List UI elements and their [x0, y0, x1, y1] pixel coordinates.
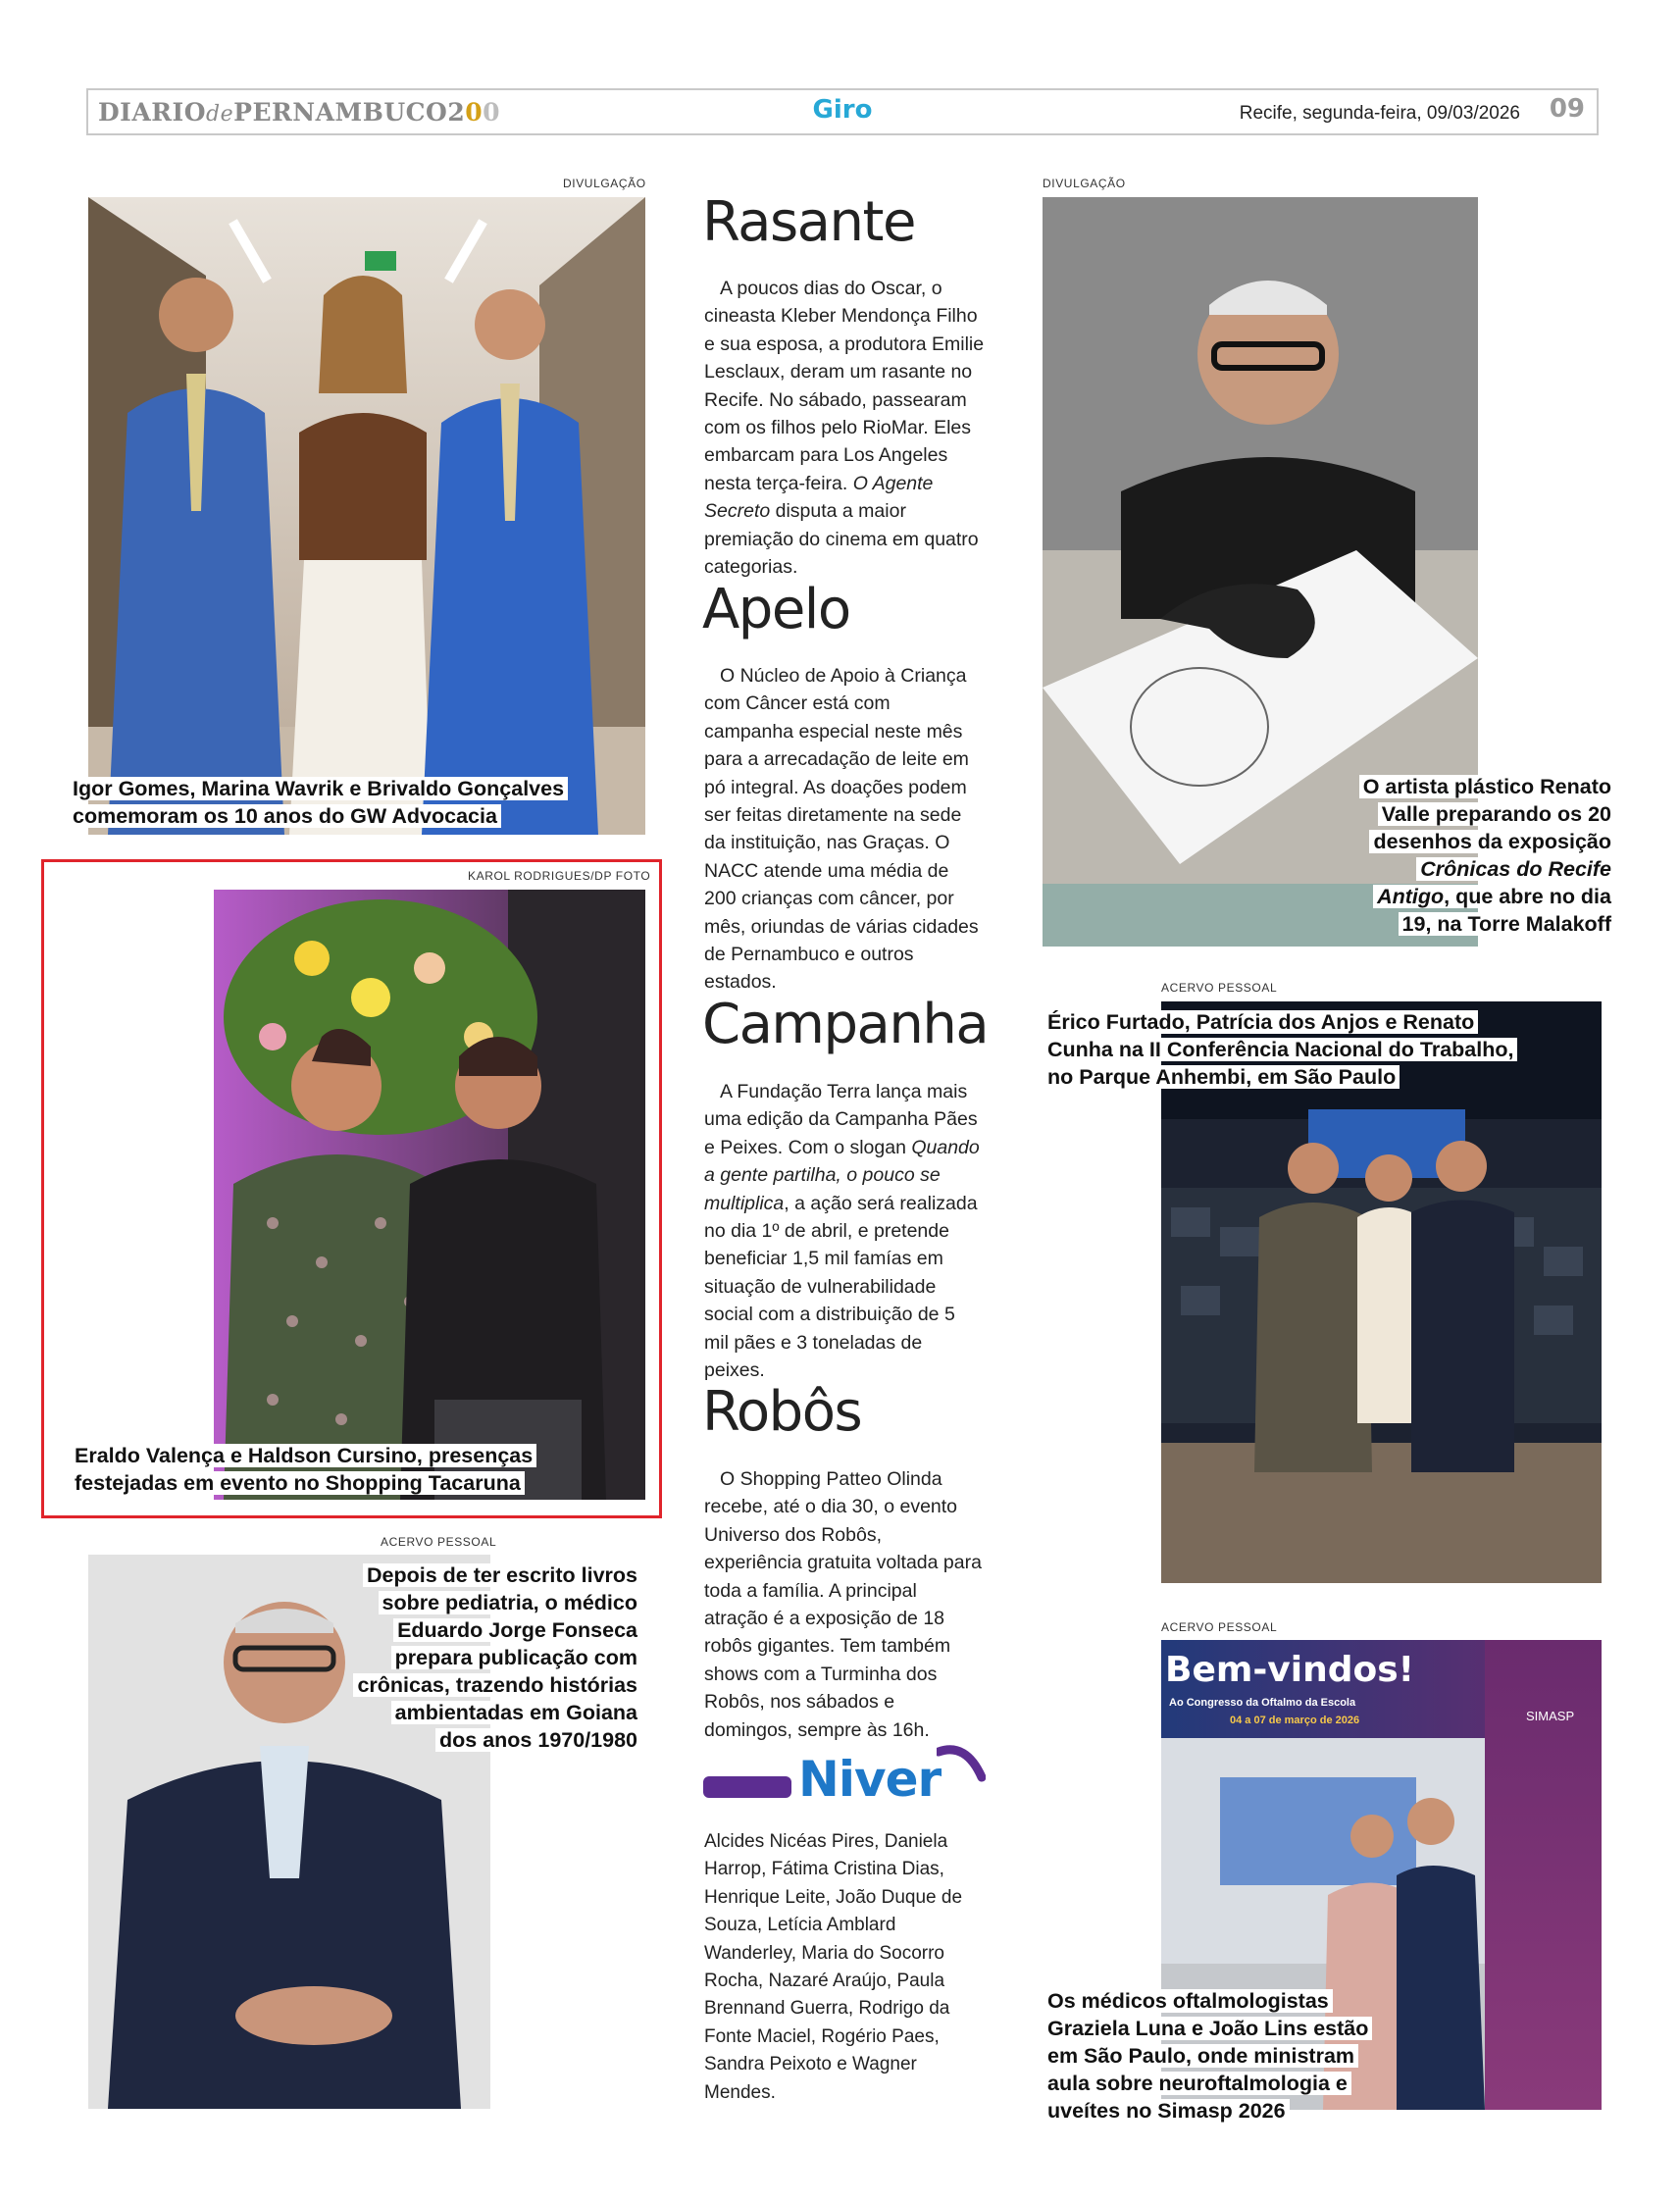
section-title: Giro — [812, 95, 873, 125]
newspaper-logo: DIARIOdePERNAMBUCO200 — [98, 98, 501, 127]
photo-gw-advocacia — [88, 197, 645, 835]
page-number: 09 — [1549, 94, 1585, 124]
photo-credit: KAROL RODRIGUES/DP FOTO — [468, 869, 651, 883]
banner-subtitle: Ao Congresso da Oftalmo da Escola — [1169, 1697, 1356, 1709]
heading-niver: Niver — [798, 1751, 942, 1808]
heading-campanha: Campanha — [702, 993, 989, 1056]
photo-credit: ACERVO PESSOAL — [1161, 981, 1278, 995]
photo-tacaruna — [214, 890, 645, 1500]
photo-credit: ACERVO PESSOAL — [1161, 1620, 1278, 1634]
caption-simasp: Os médicos oftalmologistas Graziela Luna e João Lins estão em São Paulo, onde ministram aula sobre neuroftalmologia e uveítes no Simasp 2026 — [1044, 1987, 1495, 2125]
article-robos: O Shopping Patteo Olinda recebe, até o dia 30, o evento Universo dos Robôs, experiência gratuita voltada para toda a família. A principal atração é a exposição de 18 robôs gigantes. Tem também shows com a Turminha dos Robôs, nos sábados e domingos, sempre às 16h. — [704, 1468, 982, 1741]
photo-credit: DIVULGAÇÃO — [1043, 177, 1126, 190]
niver-bar — [703, 1776, 791, 1798]
caption-eduardo: Depois de ter escrito livros sobre pediatria, o médico Eduardo Jorge Fonseca prepara publicação com crônicas, trazendo histórias ambientadas em Goiana dos anos 1970/1980 — [275, 1562, 641, 1754]
tacaruna-photo-illustration — [214, 890, 645, 1500]
caption-erico: Érico Furtado, Patrícia dos Anjos e Renato Cunha na II Conferência Nacional do Trabalho, no Parque Anhembi, em São Paulo — [1044, 1008, 1593, 1091]
article-campanha: A Fundação Terra lança mais uma edição da Campanha Pães e Peixes. Com o slogan Quando a gente partilha, o pouco se multiplica, a ação será realizada no dia 1º de abril, e pretende beneficiar 1,5 mil famías em situação de vulnerabilidade social com a distribuição de 5 mil pães e 3 toneladas de peixes. — [704, 1081, 980, 1382]
niver-swoosh-icon — [937, 1744, 986, 1783]
photo-credit: DIVULGAÇÃO — [563, 177, 646, 190]
dateline: Recife, segunda-feira, 09/03/2026 — [1239, 103, 1520, 124]
banner-title: Bem-vindos! — [1165, 1650, 1415, 1690]
banner-dates: 04 a 07 de março de 2026 — [1230, 1715, 1360, 1726]
caption-gw: Igor Gomes, Marina Wavrik e Brivaldo Gonçalves comemoram os 10 anos do GW Advocacia — [69, 775, 579, 830]
masthead — [86, 88, 1599, 135]
niver-list: Alcides Nicéas Pires, Daniela Harrop, Fátima Cristina Dias, Henrique Leite, João Duque de Souza, Letícia Amblard Wanderley, Maria do Socorro Rocha, Nazaré Araújo, Paula Brennand Guerra, Rodrigo da Fonte Maciel, Rogério Paes, Sandra Peixoto e Wagner Mendes. — [704, 1831, 963, 2103]
gw-photo-illustration — [88, 197, 645, 835]
heading-apelo: Apelo — [702, 578, 850, 641]
article-apelo: O Núcleo de Apoio à Criança com Câncer está com campanha especial neste mês para a arrecadação de leite em pó integral. As doações podem ser feitas diretamente na sede da instituição, nas Graças. O NACC atende uma média de 200 crianças com câncer, por mês, oriundas de várias cidades de Pernambuco e outros estados. — [704, 665, 979, 994]
heading-rasante: Rasante — [702, 190, 915, 254]
caption-tacaruna: Eraldo Valença e Haldson Cursino, presenças festejadas em evento no Shopping Tacaruna — [71, 1442, 581, 1497]
banner-logo: SIMASP — [1526, 1709, 1575, 1723]
photo-credit: ACERVO PESSOAL — [381, 1535, 497, 1549]
heading-robos: Robôs — [702, 1380, 862, 1444]
caption-renato: O artista plástico Renato Valle preparando os 20 desenhos da exposição Crônicas do Recife Antigo, que abre no dia 19, na Torre Malakoff — [1128, 773, 1615, 938]
article-rasante: A poucos dias do Oscar, o cineasta Kleber Mendonça Filho e sua esposa, a produtora Emilie Lesclaux, deram um rasante no Recife. No sábado, passearam com os filhos pelo RioMar. Eles embarcam para Los Angeles nesta terça-feira. O Agente Secreto disputa a maior premiação do cinema em quatro categorias. — [704, 278, 985, 579]
